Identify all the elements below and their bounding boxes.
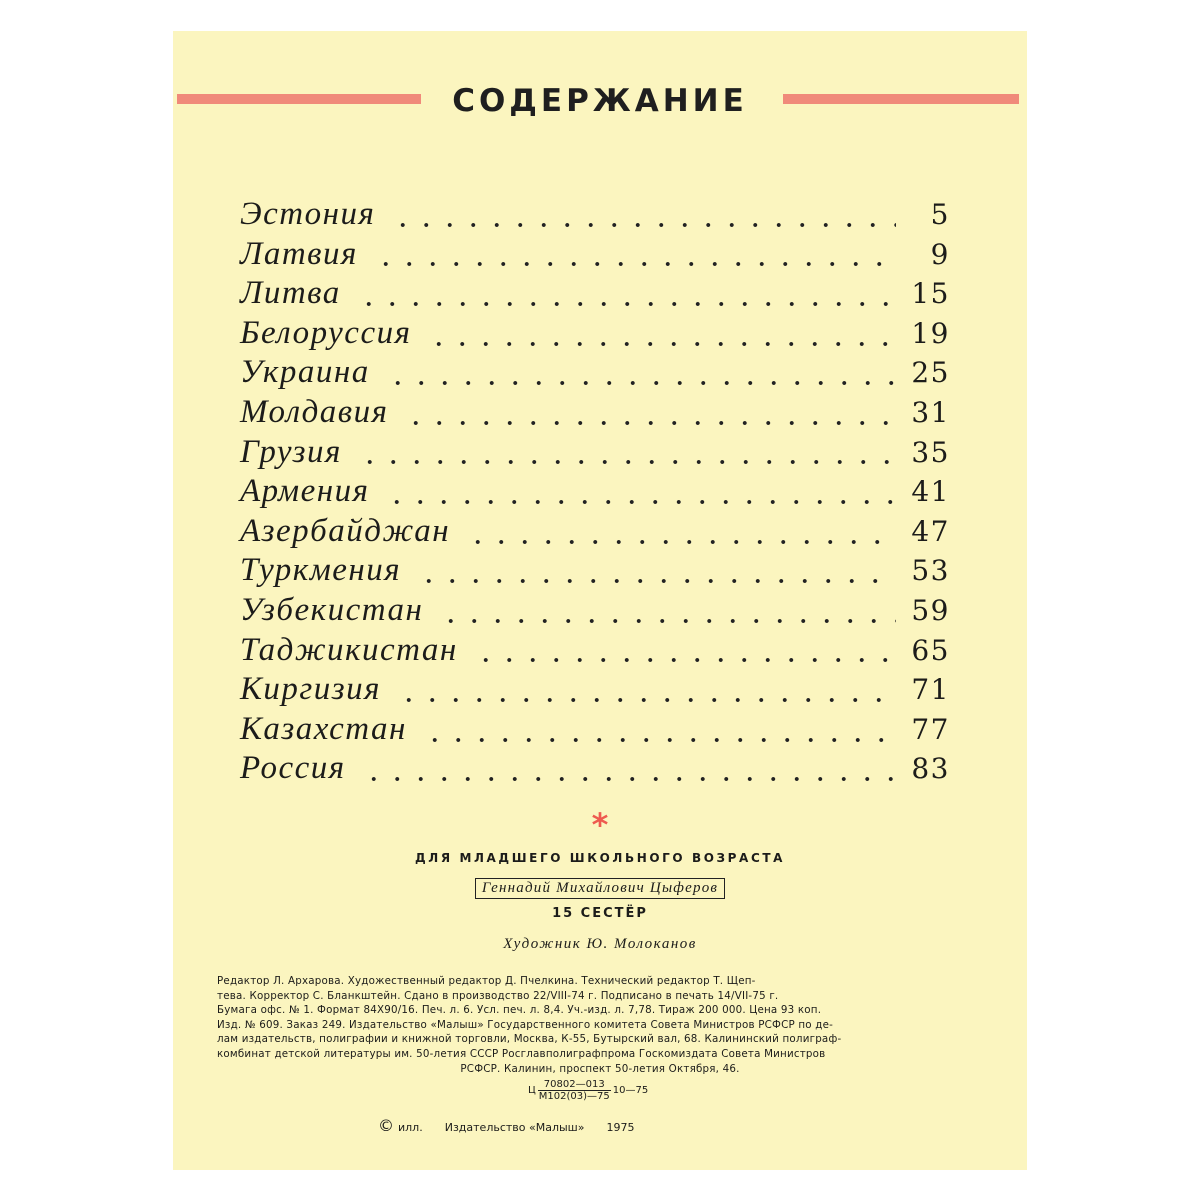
dot-leader bbox=[374, 257, 896, 271]
code-tail: 10—75 bbox=[612, 1085, 649, 1096]
toc-entry-page: 71 bbox=[911, 673, 950, 707]
toc-entry bbox=[240, 394, 950, 434]
toc-entry-page: 15 bbox=[911, 277, 950, 311]
toc-entry-page: 5 bbox=[930, 198, 950, 231]
imprint-line: Изд. № 609. Заказ 249. Издательство «Малыш» Государственного комитета Совета Министров РСФСР по де- bbox=[217, 1018, 834, 1031]
code-numerator: 70802—013 bbox=[538, 1079, 611, 1091]
dot-leader bbox=[466, 535, 896, 549]
toc-entry-page: 35 bbox=[911, 435, 950, 469]
toc-entry-page: 83 bbox=[911, 752, 950, 786]
dot-leader bbox=[423, 733, 896, 747]
toc-entry-name: Узбекистан bbox=[240, 591, 424, 628]
book-title: 15 СЕСТЁР bbox=[552, 906, 648, 921]
dot-leader bbox=[362, 772, 896, 786]
toc-entry-page: 31 bbox=[911, 395, 950, 429]
book-page bbox=[173, 31, 1027, 1170]
copyright-symbol: © bbox=[378, 1116, 394, 1135]
page-title: СОДЕРЖАНИЕ bbox=[452, 83, 748, 119]
asterisk-ornament: * bbox=[591, 806, 609, 844]
toc-entry-name: Молдавия bbox=[240, 393, 389, 430]
code-letter: Ц bbox=[528, 1085, 536, 1096]
imprint-line: тева. Корректор С. Бланкштейн. Сдано в производство 22/VIII-74 г. Подписано в печать 14/VII-75 г. bbox=[217, 989, 779, 1002]
imprint-line: Бумага офс. № 1. Формат 84Х90/16. Печ. л. 6. Усл. печ. л. 8,4. Уч.-изд. л. 7,78. Тираж 200 000. Цена 93 коп. bbox=[217, 1004, 822, 1017]
toc-entry-page: 25 bbox=[911, 356, 950, 390]
author-name: Геннадий Михайлович Цыферов bbox=[475, 878, 725, 899]
artist-credit: Художник Ю. Молоканов bbox=[503, 936, 697, 952]
dot-leader bbox=[357, 297, 896, 311]
toc-entry-name: Армения bbox=[240, 473, 370, 510]
copyright-year: 1975 bbox=[606, 1121, 635, 1134]
dot-leader bbox=[386, 376, 896, 390]
author-box bbox=[173, 878, 1027, 899]
toc-entry-page: 59 bbox=[911, 593, 950, 627]
toc-entry-page: 47 bbox=[911, 514, 950, 548]
imprint-line: комбинат детской литературы им. 50-летия СССР Росглавполиграфпрома Госкомиздата Совета Министров bbox=[217, 1047, 826, 1060]
toc-entry-name: Азербайджан bbox=[240, 512, 451, 549]
code-denominator: М102(03)—75 bbox=[538, 1091, 610, 1102]
imprint-block bbox=[217, 974, 983, 1076]
toc-entry bbox=[240, 236, 950, 276]
toc-entry bbox=[240, 513, 950, 553]
toc-entry bbox=[240, 711, 950, 751]
toc-entry bbox=[240, 671, 950, 711]
toc-entry bbox=[240, 434, 950, 474]
toc-entry-page: 19 bbox=[911, 316, 950, 350]
toc-entry bbox=[240, 473, 950, 513]
dot-leader bbox=[474, 653, 896, 667]
toc-entry bbox=[240, 315, 950, 355]
toc-entry-name: Эстония bbox=[240, 196, 376, 232]
toc-entry-name: Киргизия bbox=[240, 671, 382, 708]
toc-entry-page: 41 bbox=[911, 475, 950, 509]
imprint-line: РСФСР. Калинин, проспект 50-летия Октября, 46. bbox=[460, 1062, 740, 1075]
dot-leader bbox=[391, 218, 896, 232]
toc-entry-page: 9 bbox=[930, 237, 950, 271]
toc-entry-name: Украина bbox=[240, 354, 370, 391]
copyright-line bbox=[378, 1116, 656, 1135]
catalog-code bbox=[528, 1079, 648, 1102]
dot-leader bbox=[358, 455, 896, 469]
code-fraction bbox=[538, 1079, 611, 1102]
dot-leader bbox=[385, 495, 896, 509]
toc-entry bbox=[240, 196, 950, 236]
toc-entry-page: 53 bbox=[911, 554, 950, 588]
toc-entry bbox=[240, 552, 950, 592]
toc-entry-name: Туркмения bbox=[240, 552, 402, 589]
dot-leader bbox=[404, 416, 896, 430]
toc-entry-page: 77 bbox=[911, 712, 950, 746]
toc-entry bbox=[240, 632, 950, 672]
toc-entry-name: Латвия bbox=[240, 235, 358, 272]
toc-entry-page: 65 bbox=[911, 633, 950, 667]
imprint-line: Редактор Л. Архарова. Художественный редактор Д. Пчелкина. Технический редактор Т. Щеп- bbox=[217, 975, 756, 987]
toc-entry bbox=[240, 275, 950, 315]
table-of-contents bbox=[240, 196, 950, 790]
toc-entry bbox=[240, 750, 950, 790]
dot-leader bbox=[439, 614, 896, 628]
imprint-line: лам издательств, полиграфии и книжной торговли, Москва, К-55, Бутырский вал, 68. Калининский полиграф- bbox=[217, 1033, 842, 1046]
toc-entry-name: Таджикистан bbox=[240, 631, 458, 668]
toc-entry-name: Казахстан bbox=[240, 710, 407, 747]
toc-entry bbox=[240, 592, 950, 632]
dot-leader bbox=[427, 337, 896, 351]
copyright-text: илл. bbox=[398, 1121, 423, 1134]
toc-entry-name: Грузия bbox=[240, 433, 342, 470]
toc-entry-name: Россия bbox=[240, 750, 346, 787]
age-group-label: ДЛЯ МЛАДШЕГО ШКОЛЬНОГО ВОЗРАСТА bbox=[414, 851, 786, 865]
toc-entry-name: Белоруссия bbox=[240, 314, 412, 351]
dot-leader bbox=[417, 574, 896, 588]
copyright-publisher: Издательство «Малыш» bbox=[444, 1121, 585, 1134]
dot-leader bbox=[397, 693, 896, 707]
toc-entry-name: Литва bbox=[240, 275, 341, 312]
toc-entry bbox=[240, 354, 950, 394]
